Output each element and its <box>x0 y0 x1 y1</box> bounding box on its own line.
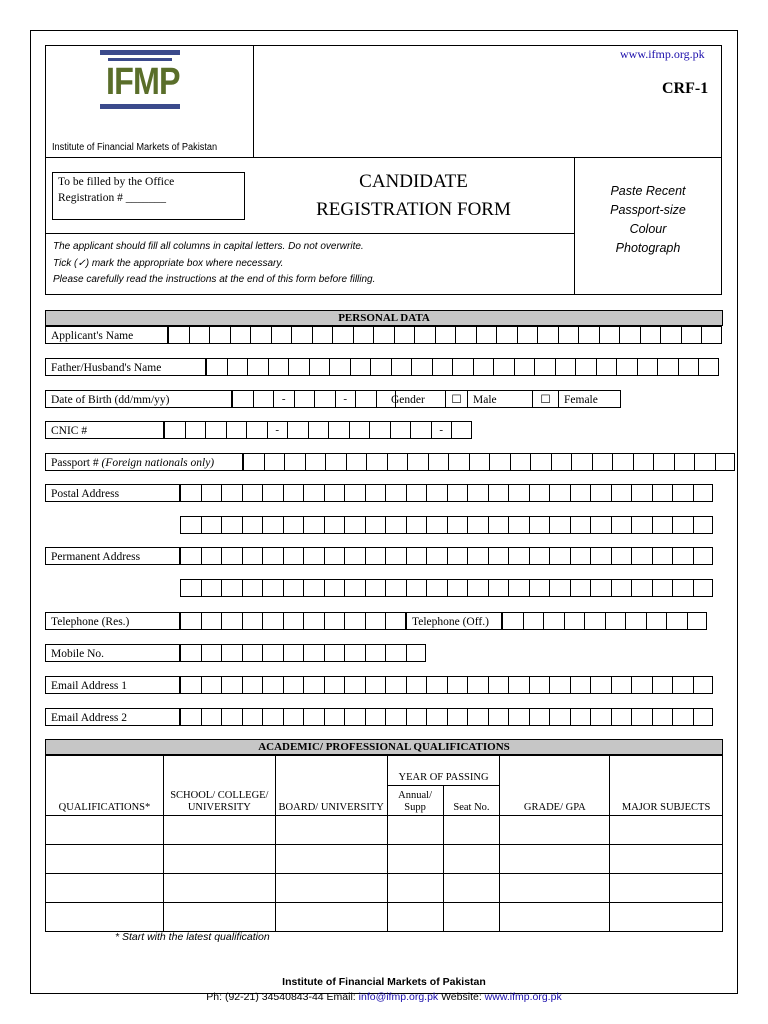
mobile-label: Mobile No. <box>45 644 180 662</box>
footer-institute: Institute of Financial Markets of Pakistan <box>282 976 486 988</box>
col-grade: GRADE/ GPA <box>500 756 610 816</box>
permanent-address-label: Permanent Address <box>45 547 180 565</box>
mobile-field[interactable] <box>180 644 426 662</box>
postal-address-field-2[interactable] <box>180 516 713 534</box>
personal-data-header: PERSONAL DATA <box>45 310 723 326</box>
qualifications-table <box>45 755 723 932</box>
col-board: BOARD/ UNIVERSITY <box>275 756 387 816</box>
email1-field[interactable] <box>180 676 713 694</box>
photo-placeholder: Paste Recent Passport-size Colour Photograph <box>610 184 686 255</box>
footer-email-link[interactable]: info@ifmp.org.pk <box>358 991 439 1003</box>
table-row <box>46 874 723 903</box>
col-seat-no: Seat No. <box>443 786 500 816</box>
telephone-res-field[interactable] <box>180 612 406 630</box>
permanent-address-field-1[interactable] <box>180 547 713 565</box>
email2-field[interactable] <box>180 708 713 726</box>
father-name-field[interactable] <box>206 358 719 376</box>
instructions: The applicant should fill all columns in capital letters. Do not overwrite. Tick (✓) mark the appropriate box where necessary. Please carefully read the instructions at the end of this form before filling. <box>53 241 376 285</box>
col-annual-supp: Annual/ Supp <box>387 786 443 816</box>
gender-label: Gender <box>386 390 446 408</box>
cnic-label: CNIC # <box>45 421 164 439</box>
postal-address-field-1[interactable] <box>180 484 713 502</box>
male-checkbox[interactable]: ☐ <box>446 390 468 408</box>
permanent-address-field-2[interactable] <box>180 579 713 597</box>
col-school: SCHOOL/ COLLEGE/ UNIVERSITY <box>163 756 275 816</box>
email2-label: Email Address 2 <box>45 708 180 726</box>
footer-website-link[interactable]: www.ifmp.org.pk <box>484 991 562 1003</box>
registration-number: Registration # _______ <box>58 192 166 204</box>
academic-header: ACADEMIC/ PROFESSIONAL QUALIFICATIONS <box>45 739 723 755</box>
institute-name: Institute of Financial Markets of Pakistan <box>52 142 218 153</box>
male-label: Male <box>468 390 533 408</box>
passport-field[interactable] <box>243 453 735 471</box>
page-title: CANDIDATE REGISTRATION FORM <box>316 171 511 220</box>
dob-label: Date of Birth (dd/mm/yy) <box>45 390 232 408</box>
footer-contact: Ph: (92-21) 34540843-44 Email: info@ifmp.org.pk Website: www.ifmp.org.pk <box>206 991 562 1003</box>
qualification-note: * Start with the latest qualification <box>115 931 270 943</box>
table-row <box>46 816 723 845</box>
postal-address-label: Postal Address <box>45 484 180 502</box>
telephone-off-label: Telephone (Off.) <box>406 612 502 630</box>
telephone-res-label: Telephone (Res.) <box>45 612 180 630</box>
table-row <box>46 845 723 874</box>
table-row <box>46 903 723 932</box>
col-qualifications: QUALIFICATIONS* <box>46 756 164 816</box>
col-year-of-passing: YEAR OF PASSING <box>387 756 500 786</box>
applicant-name-label: Applicant's Name <box>45 326 168 344</box>
passport-label: Passport # (Foreign nationals only) <box>45 453 243 471</box>
email1-label: Email Address 1 <box>45 676 180 694</box>
father-name-label: Father/Husband's Name <box>45 358 206 376</box>
dob-field[interactable]: - - <box>232 390 396 408</box>
applicant-name-field[interactable] <box>168 326 722 344</box>
website-link[interactable]: www.ifmp.org.pk <box>620 47 705 61</box>
telephone-off-field[interactable] <box>502 612 707 630</box>
col-major-subjects: MAJOR SUBJECTS <box>610 756 723 816</box>
form-code: CRF-1 <box>662 80 709 97</box>
logo: IFMP <box>106 61 180 103</box>
cnic-field[interactable]: - - <box>164 421 472 439</box>
female-label: Female <box>559 390 621 408</box>
female-checkbox[interactable]: ☐ <box>533 390 559 408</box>
logo-bar-top <box>100 50 180 55</box>
